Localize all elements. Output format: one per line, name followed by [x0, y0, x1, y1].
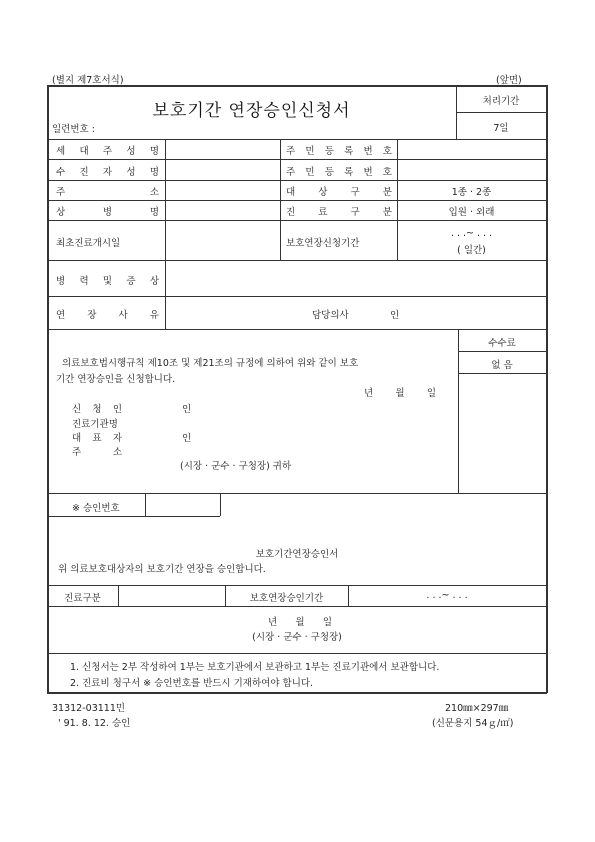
approved-period-label: 보호연장승인기간: [249, 593, 324, 604]
page-side: (앞면): [496, 75, 522, 86]
doctor-label: 담당의사: [312, 310, 349, 321]
representative-seal: 인: [182, 433, 192, 444]
paper-size: 210㎜×297㎜: [445, 703, 509, 714]
recipient-rrn-label: 주 민 등 록 번 호: [286, 167, 392, 178]
target-class-label: 대 상 구 분: [286, 187, 392, 198]
householder-rrn-label: 주 민 등 록 번 호: [286, 146, 392, 157]
fee-label: 수수료: [488, 338, 516, 349]
householder-name-label: 세 대 주 성 명: [56, 146, 159, 157]
address-label: 주 소: [56, 187, 159, 198]
approval-number-field[interactable]: [146, 494, 220, 516]
note-2: 2. 진료비 청구서 ※ 승인번호를 반드시 기재하여야 합니다.: [70, 678, 314, 689]
extension-period-label: 보호연장신청기간: [286, 238, 360, 249]
reason-label: 연 장 사 유: [56, 310, 159, 321]
approval-number-label: ※ 승인번호: [72, 503, 120, 514]
approval-authority: (시장 · 군수 · 구청장): [252, 632, 342, 643]
applicant-seal: 인: [182, 404, 192, 415]
serial-number-label: 일련번호 :: [52, 124, 95, 135]
form-number: (별지 제7호서식): [52, 75, 124, 86]
application-date: 년 월 일: [364, 388, 436, 399]
processing-period-label: 처리기간: [482, 96, 520, 107]
history-label: 병 력 및 증 상: [56, 276, 159, 287]
approval-certificate-title: 보호기간연장승인서: [255, 549, 339, 560]
fee-value: 없 음: [491, 360, 513, 371]
processing-period-value: 7일: [493, 123, 509, 134]
form-title: 보호기간 연장승인신청서: [152, 101, 351, 121]
application-text-line2: 기간 연장승인을 신청합니다.: [56, 374, 176, 385]
form-code: 31312-03111민: [52, 703, 126, 714]
approval-treatment-class-field[interactable]: [119, 586, 224, 605]
applicant-address-label: 주 소: [72, 447, 122, 458]
treatment-class-value: 입원 · 외래: [448, 207, 495, 218]
approval-date: 년 월 일: [268, 617, 332, 628]
addressee: (시장 · 군수 · 구청장) 귀하: [180, 461, 292, 472]
approved-period-value: . . .~ . . .: [426, 590, 468, 601]
note-1: 1. 신청서는 2부 작성하여 1부는 보호기관에서 보관하고 1부는 진료기관에서 보관합니다.: [70, 662, 440, 673]
doctor-seal: 인: [390, 310, 400, 321]
treatment-class-label: 진 료 구 분: [286, 207, 392, 218]
application-text-line1: 의료보호법시행규칙 제10조 및 제21조의 규정에 의하여 위와 같이 보호: [62, 358, 359, 369]
applicant-label: 신 청 인: [72, 404, 122, 415]
extension-period-days: ( 일간): [457, 245, 486, 256]
recipient-name-label: 수 진 자 성 명: [56, 167, 159, 178]
representative-label: 대 표 자: [72, 433, 122, 444]
paper-type: (신문용지 54ｇ/㎡): [432, 718, 514, 729]
disease-name-label: 상 병 명: [56, 207, 159, 218]
approval-certificate-text: 위 의료보호대상자의 보호기간 연장을 승인합니다.: [58, 564, 266, 575]
target-class-value: 1종 · 2종: [451, 187, 492, 198]
institution-label: 진료기관명: [72, 419, 118, 430]
extension-period-dates: . . .~ . . .: [450, 228, 493, 239]
approval-treatment-class-label: 진료구분: [64, 593, 101, 604]
first-treatment-date-label: 최초진료개시일: [56, 238, 121, 249]
form-approval-date: ' 91. 8. 12. 승인: [58, 718, 131, 729]
